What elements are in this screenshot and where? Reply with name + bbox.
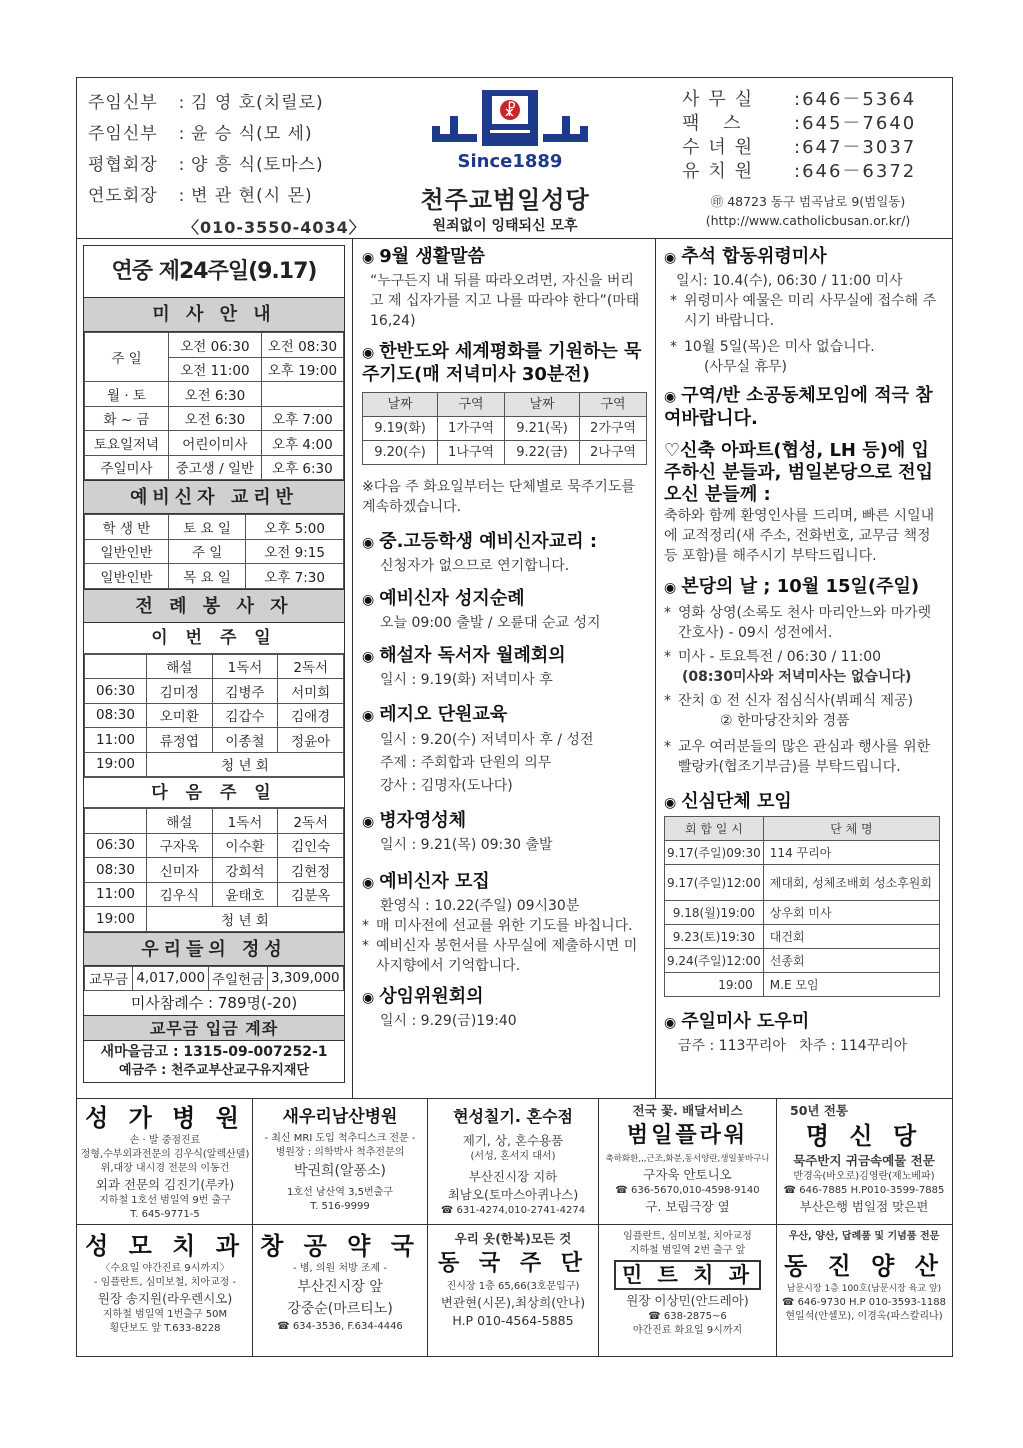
text: 10월 5일(목)은 미사 없습니다. [684,339,875,355]
ad-flower [600,1102,775,1216]
text [261,382,343,407]
text: - 최신 MRI 도입 척추디스크 전문 - [264,1133,416,1144]
text: 주일헌금 [209,966,267,991]
text: 강희석 [212,858,278,883]
text: T. 645-9771-5 [130,1209,200,1220]
clergy-row: 주임신부 : 김 영 호(치릴로) [88,88,363,119]
text: 오후 4:00 [261,431,343,456]
text: 김현정 [278,858,344,883]
text: 김 영 호(치릴로) [191,93,324,113]
text: 지하철 범일역 2번 출구 앞 [629,1245,746,1256]
text: 묵주반지 귀금속예물 전문 [793,1153,935,1168]
text: 이종철 [212,728,278,753]
section-title: 추석 합동위령미사 [681,246,827,267]
text: 이수환 [212,833,278,858]
col-divider-2 [655,238,656,1098]
text: 김우식 [147,882,213,907]
text: 일시 : 9.29(금)19:40 [380,1013,517,1029]
ad-changgong-pharmacy [254,1230,426,1334]
text: 우산, 양산, 답례품 및 기념품 전문 [788,1231,940,1242]
text: 08:30 [85,703,147,728]
ad-dongguk [429,1230,597,1330]
account-holder: 예금주 : 천주교부산교구유지재단 [118,1063,310,1078]
text: 제기, 상, 혼수용품 [462,1133,564,1148]
text: 주제 : 주회합과 단원의 의무 [380,755,552,771]
attendance: 미사참례수 : 789명(-20) [130,994,298,1012]
text: 위령미사 예물은 미리 사무실에 접수해 주시기 바랍니다. [684,293,937,329]
clergy-row: 평협회장 : 양 흥 식(토마스) [88,150,363,181]
ad-hyunsung [429,1102,597,1218]
text: 오후 5:00 [246,515,344,540]
text: 유치원 [682,161,762,182]
text: 야간진료 화요일 9시까지 [632,1325,743,1336]
catechism-table [84,514,344,589]
text: 회 합 일 시 [665,817,764,841]
account-number: 새마을금고 : 1315-09-007252-1 [100,1044,328,1060]
text: 신청자가 없으므로 연기합니다. [380,558,570,574]
text: 19:00 [85,907,147,932]
section-title: 레지오 단원교육 [379,704,508,725]
section-title: 본당의 날 ; 10월 15일(주일) [681,576,920,597]
text: 진시장 1층 65,66(3호문입구) [446,1281,580,1292]
text: 9.18(월)19:00 [665,901,764,925]
text: 김병주 [212,679,278,704]
text: 연도회장 [88,186,158,206]
church-name: 천주교범일성당 [420,186,590,214]
text: 구자욱 안토니오 [643,1167,732,1182]
text: 2나구역 [580,441,647,465]
text: 11:00 [85,882,147,907]
section-title: 한반도와 세계평화를 기원하는 묵주기도(매 저녁미사 30분전) [362,341,642,385]
text: 1독서 [212,809,278,834]
text: 미사 - 토요특전 / 06:30 / 11:00 [678,649,882,665]
text: 단 체 명 [763,817,939,841]
text: 오전 9:15 [246,539,344,564]
text: 부산진시장 지하 [468,1169,558,1184]
text: 윤 승 식(모 세) [191,124,313,144]
text: (서성, 혼서지 대서) [470,1151,556,1162]
text: 구역 [580,393,647,417]
text: 주일미사 [85,455,169,480]
text: 동 국 주 단 [438,1251,588,1276]
text: 서미희 [278,679,344,704]
text: 민 트 치 과 [614,1260,761,1290]
ad-myungshin [778,1102,950,1216]
text: 전국 꽃. 배달서비스 [632,1103,743,1118]
ad-dongjin-umbrella [778,1230,950,1324]
text: 19:00 [665,973,764,997]
text: 날짜 [363,393,438,417]
text: 김인숙 [278,833,344,858]
text: 범일플라워 [626,1123,749,1148]
text: 2가구역 [580,417,647,441]
text: 06:30 [85,833,147,858]
text: (사무실 휴무) [704,359,787,375]
contact-list: 사무실 : 646－5364 팩 스 : 645－7640 수녀원 : 647－3037 유치원 : 646－6372 [682,89,917,182]
mass-title: 미 사 안 내 [84,298,344,332]
text: 2독서 [278,654,344,679]
text: 9.17(주일)09:30 [665,841,764,865]
text: 새우리남산병원 [282,1107,398,1127]
ad-mint-dental [600,1230,775,1338]
text: 김미정 [147,679,213,704]
text: 김분옥 [278,882,344,907]
text: 646－5364 [802,89,917,110]
text: 어린이미사 [169,431,262,456]
text: 류정엽 [147,728,213,753]
text: ☎ 631-4274,010-2741-4274 [440,1205,586,1216]
text: ☎ 646-7885 H.P010-3599-7885 [783,1185,945,1196]
church-logo [430,88,590,173]
text: 중고생 / 일반 [169,455,262,480]
text: 9.24(주일)12:00 [665,949,764,973]
text: 매 미사전에 선교를 위한 기도를 바칩니다. [376,918,633,934]
text: 신미자 [147,858,213,883]
text: 2독서 [278,809,344,834]
right-column: ◉ 추석 합동위령미사 일시: 10.4(수), 06:30 / 11:00 미사 * 위령미사 예물은 미리 사무실에 접수해 주시기 바랍니다. * 10월 5일(목)은 미사 없습니다. (사무실 휴무) ◉ 구역/반 소공동체모임에 적극 참여바랍니다. ♡신축 아파트(협성, LH 등)에 입주하신 분들과, 범일본당으로 전입오신 분들께 : 축하와 함께 환영인사를 드리며, 빠른 시일내에 교적정리(새 주소, 전화번호, 교무금 책정 등 포함)를 해주시기 부탁드립니다. ◉ 본당의 날 ; 10월 15일(주일) * 영화 상영(소록도 천사 마리안느와 마가렛 간호사) - 09시 성전에서. * 미사 - 토요특전 / 06:30 / 11:00 (08:30미사와 저녁미사는 없습니다) * 잔치 ① 전 신자 점심식사(뷔페식 제공) ② 한마당잔치와 경품 * 교우 여러분들의 많은 관심과 행사를 위한 빨랑카(협조기부금)를 부탁드립니다. ◉ 신심단체 모임 회 합 일 시 단 체 명 9.17(주일)09:30 114 꾸리아 9.17(주일)12:00 제대회, 성체조배회 성소후원회 9.18(월)19:00 상우회 미사 9.23(토)19:30 대건회 9.24(주일)12:00 선종회 19:00 M.E 모임 ◉ 주일미사 도우미 금주 : 113꾸리아 차주 : 114꾸리아 [664,242,946,1056]
address [668,192,948,230]
text: 4,017,000 [133,966,209,991]
text: 해설 [147,809,213,834]
text: 병원장 : 의학박사 척추전문의 [275,1147,405,1158]
text: 예비신자 봉헌서를 사무실에 제출하시면 미사지향에서 기억합니다. [376,938,638,974]
text: 지하철 범일역 1번출구 50M [102,1309,228,1320]
text: ☎ 646-9730 H.P 010-3593-1188 [782,1297,946,1308]
text: ☎ 634-3536, F.634-4446 [277,1321,403,1332]
text: 위,대장 내시경 전문의 이동건 [100,1163,230,1174]
text: 잔치 ① 전 신자 점심식사(뷔페식 제공) [678,693,914,709]
ads-row-divider [76,1224,953,1225]
text: 상우회 미사 [763,901,939,925]
ad-sungmo-dental [80,1230,250,1336]
text: 오후 6:30 [261,455,343,480]
text: 오후 7:30 [246,564,344,589]
text: 변 관 현(시 몬) [191,186,313,206]
section-title: 해설자 독서자 월례회의 [379,645,566,666]
text: 축하화환,,,근조,화분,동서양란,생일꽃바구니 [605,1154,770,1164]
text: 구역 [438,393,505,417]
text: - 병, 의원 처방 조제 - [293,1263,387,1274]
text: 부산은행 범일점 맞은편 [799,1199,929,1214]
text: 19:00 [85,752,147,777]
text: 일시: 10.4(수), 06:30 / 11:00 미사 [676,273,903,289]
text: 외과 전문의 김진기(루카) [95,1177,235,1192]
clergy-row: 주임신부 : 윤 승 식(모 세) [88,119,363,150]
section-title: 병자영성체 [379,810,467,831]
text: 9.22(금) [504,441,579,465]
section-title: 예비신자 성지순례 [379,588,525,609]
text: 오전 6:30 [169,406,262,431]
ad-namsan-hospital [254,1102,426,1214]
ad-sungga-hospital [80,1102,250,1222]
text: 금주 : 113꾸리아 차주 : 114꾸리아 [678,1038,908,1054]
text: 1가구역 [438,417,505,441]
clergy-list [88,88,366,243]
text: 남문시장 1층 100호(남문시장 육교 앞) [786,1284,942,1294]
text: 〈수요일 야간진료 9시까지〉 [100,1263,230,1274]
text: ㊞ 48723 동구 범곡남로 9(범일동) [710,194,906,209]
section-title: 상임위원회의 [379,986,484,1007]
middle-column: ◉ 9월 생활말씀 “누구든지 내 뒤를 따라오려면, 자신을 버리고 제 십자가를 지고 나를 따라야 한다”(마태 16,24) ◉ 한반도와 세계평화를 기원하는 묵주기도(매 저녁미사 30분전) 날짜 구역 날짜 구역 9.19(화) 1가구역 9.21(목) 2가구역 9.20(수) 1나구역 9.22(금) 2나구역 ※다음 주 화요일부터는 단체별로 묵주기도를 계속하겠습니다. ◉ 중.고등학생 예비신자교리 : 신청자가 없으므로 연기합니다. ◉ 예비신자 성지순례 오늘 09:00 출발 / 오륜대 순교 성지 ◉ 해설자 독서자 월례회의 일시 : 9.19(화) 저녁미사 후 ◉ 레지오 단원교육 일시 : 9.20(수) 저녁미사 후 / 성전 주제 : 주회합과 단원의 의무 강사 : 김명자(도나다) ◉ 병자영성체 일시 : 9.21(목) 09:30 출발 ◉ 예비신자 모집 환영식 : 10.22(주일) 09시30분 * 매 미사전에 선교를 위한 기도를 바칩니다. * 예비신자 봉헌서를 사무실에 제출하시면 미사지향에서 기억합니다. ◉ 상임위원회의 일시 : 9.29(금)19:40 [362,242,647,1031]
text: 646－6372 [802,161,917,182]
text: 교우 여러분들의 많은 관심과 행사를 위한 빨랑카(협조기부금)를 부탁드립니다. [678,739,931,775]
ad-divider-2 [427,1098,428,1357]
section-title: 9월 생활말씀 [379,246,485,267]
text: 동 진 양 산 [784,1252,944,1280]
text: 임플란트, 심미보철, 치아교정 [623,1231,752,1242]
clergy-row: 연도회장 : 변 관 현(시 몬) [88,181,363,212]
text: 647－3037 [802,137,917,158]
text: 오전 08:30 [261,333,343,358]
this-week-table [84,654,344,778]
text: M.E 모임 [763,973,939,997]
text: ☎ 636-5670,010-4598-9140 [615,1185,760,1196]
text: 반경옥(바오로)김영란(제노베파) [793,1171,935,1182]
offering-table [84,966,344,992]
text: H.P 010-4564-5885 [452,1313,574,1328]
text: 정형,수부외과전문의 김우식(알렉산델) [80,1149,250,1160]
text: 11:00 [85,728,147,753]
text: 원장 이상민(안드레아) [626,1293,749,1308]
text: 학 생 반 [85,515,169,540]
text: 645－7640 [802,113,917,134]
text: - 임플란트, 심미보철, 치아교정 - [93,1277,237,1288]
text: 오전 6:30 [169,382,262,407]
text: 창 공 약 국 [260,1232,420,1260]
next-week-table [84,808,344,932]
text: 해설 [147,654,213,679]
text: 제대회, 성체조배회 성소후원회 [763,865,939,901]
account-title: 교무금 입금 계좌 [84,1015,344,1041]
groups-table [664,816,940,997]
section-title: 주일미사 도우미 [681,1011,810,1032]
rosary-table [362,392,647,465]
text: 원장 송지원(라우렌시오) [97,1291,233,1306]
section-title: 구역/반 소공동체모임에 적극 참여바랍니다. [664,385,933,429]
text: 주 일 [85,333,169,382]
text: 수녀원 [682,137,762,158]
section-title: 신심단체 모임 [681,791,792,812]
section-title: ♡신축 아파트(협성, LH 등)에 입주하신 분들과, 범일본당으로 전입오신 분들께 : [664,440,934,505]
mass-table [84,332,344,480]
servers-title: 전 례 봉 사 자 [84,589,344,623]
text: 성 모 치 과 [85,1232,245,1260]
text: 변관현(시몬),최상희(안나) [440,1295,586,1310]
text: 교무금 [85,966,133,991]
text: 9.19(화) [363,417,438,441]
text: 토 요 일 [169,515,246,540]
text: 강사 : 김명자(도나다) [380,778,513,794]
text: 평협회장 [88,155,158,175]
text: 명 신 당 [805,1122,923,1150]
text: 일반인반 [85,539,169,564]
text: 3,309,000 [267,966,343,991]
week-title: 연중 제24주일(9.17) [84,246,344,298]
text: 양 흥 식(토마스) [191,155,324,175]
text: 횡단보도 앞 T.633-8228 [109,1323,221,1334]
text: 현일석(안셀모), 이경옥(파스칼리나) [785,1311,943,1322]
text: 일시 : 9.19(화) 저녁미사 후 [380,672,553,688]
text: 오미환 [147,703,213,728]
text: T. 516-9999 [310,1201,370,1212]
text: 청 년 회 [147,752,344,777]
svg-text:☧: ☧ [503,101,517,120]
text: 구자욱 [147,833,213,858]
phone-number: 〈010-3550-4034〉 [183,218,366,237]
text: 9.21(목) [504,417,579,441]
text: 일반인반 [85,564,169,589]
text: 114 꾸리아 [763,841,939,865]
text: 오늘 09:00 출발 / 오륜대 순교 성지 [380,615,601,631]
text: 9.20(수) [363,441,438,465]
text: 영화 상영(소록도 천사 마리안느와 마가렛 간호사) - 09시 성전에서. [678,605,932,641]
text: 오전 06:30 [169,333,262,358]
text: 화 ~ 금 [85,406,169,431]
text: 성 가 병 원 [85,1104,245,1132]
text: 윤태호 [212,882,278,907]
ad-divider-1 [252,1098,253,1357]
text: 우리 옷(한복)모든 것 [454,1231,572,1246]
text: 청 년 회 [147,907,344,932]
text: 9.23(토)19:30 [665,925,764,949]
text: 일시 : 9.21(목) 09:30 출발 [380,837,553,853]
text: Since1889 [457,151,563,172]
text: 부산진시장 앞 [297,1279,383,1295]
text: 주임신부 [88,93,158,113]
monthly-verse: “누구든지 내 뒤를 따라오려면, 자신을 버리고 제 십자가를 지고 나를 따라야 한다”(마태 16,24) [370,273,640,329]
ad-divider-4 [776,1098,777,1357]
text: 손 · 발 중점진료 [129,1135,201,1146]
next-week-title: 다 음 주 일 [84,777,344,808]
text: 목 요 일 [169,564,246,589]
text: 주임신부 [88,124,158,144]
text: 오후 19:00 [261,357,343,382]
text: 날짜 [504,393,579,417]
text: 토요일저녁 [85,431,169,456]
text: 1나구역 [438,441,505,465]
text: 정윤아 [278,728,344,753]
text: 지하철 1호선 범일역 9번 출구 [99,1195,231,1206]
text: (08:30미사와 저녁미사는 없습니다) [682,669,912,685]
text: 1호선 남산역 3,5번출구 [287,1187,393,1198]
text: 강중순(마르티노) [287,1301,393,1317]
text: 오후 7:00 [261,406,343,431]
offering-title: 우리들의 정성 [84,932,344,966]
text: 사무실 [682,89,762,110]
text: 오전 11:00 [169,357,262,382]
section-title: 예비신자 모집 [379,871,490,892]
text: 박권희(알퐁소) [293,1163,387,1179]
catechism-title: 예비신자 교리반 [84,480,344,514]
text: 주 일 [169,539,246,564]
text: 06:30 [85,679,147,704]
ads-divider [76,1098,953,1099]
col-divider-1 [352,238,353,1098]
text: 50년 전통 [790,1103,848,1118]
text: 1독서 [212,654,278,679]
text: ☎ 638-2875~6 [648,1311,727,1322]
text: 선종회 [763,949,939,973]
text: 김갑수 [212,703,278,728]
text: 일시 : 9.20(수) 저녁미사 후 / 성전 [380,732,594,748]
text: 김애경 [278,703,344,728]
text: 현성칠기. 혼수점 [453,1107,573,1126]
text: 최남오(토마스아퀴나스) [447,1187,579,1202]
text: 축하와 함께 환영인사를 드리며, 빠른 시일내에 교적정리(새 주소, 전화번호, 교무금 책정 등 포함)를 해주시기 부탁드립니다. [664,508,935,564]
church-motto: 원죄없이 잉태되신 모후 [432,218,578,234]
text: 환영식 : 10.22(주일) 09시30분 [380,898,580,914]
text: 팩 스 [682,113,750,134]
text: 대건회 [763,925,939,949]
this-week-title: 이 번 주 일 [84,623,344,654]
text: 9.17(주일)12:00 [665,865,764,901]
text: 08:30 [85,858,147,883]
text: 구. 보림극장 옆 [645,1199,730,1214]
text: ※다음 주 화요일부터는 단체별로 묵주기도를 계속하겠습니다. [362,479,635,515]
ad-divider-3 [598,1098,599,1357]
schedule-panel [83,245,345,1083]
text: ② 한마당잔치와 경품 [720,713,850,729]
section-title: 중.고등학생 예비신자교리 : [379,531,598,552]
website-link[interactable]: (http://www.catholicbusan.or.kr/) [705,213,911,228]
text: 월 · 토 [85,382,169,407]
